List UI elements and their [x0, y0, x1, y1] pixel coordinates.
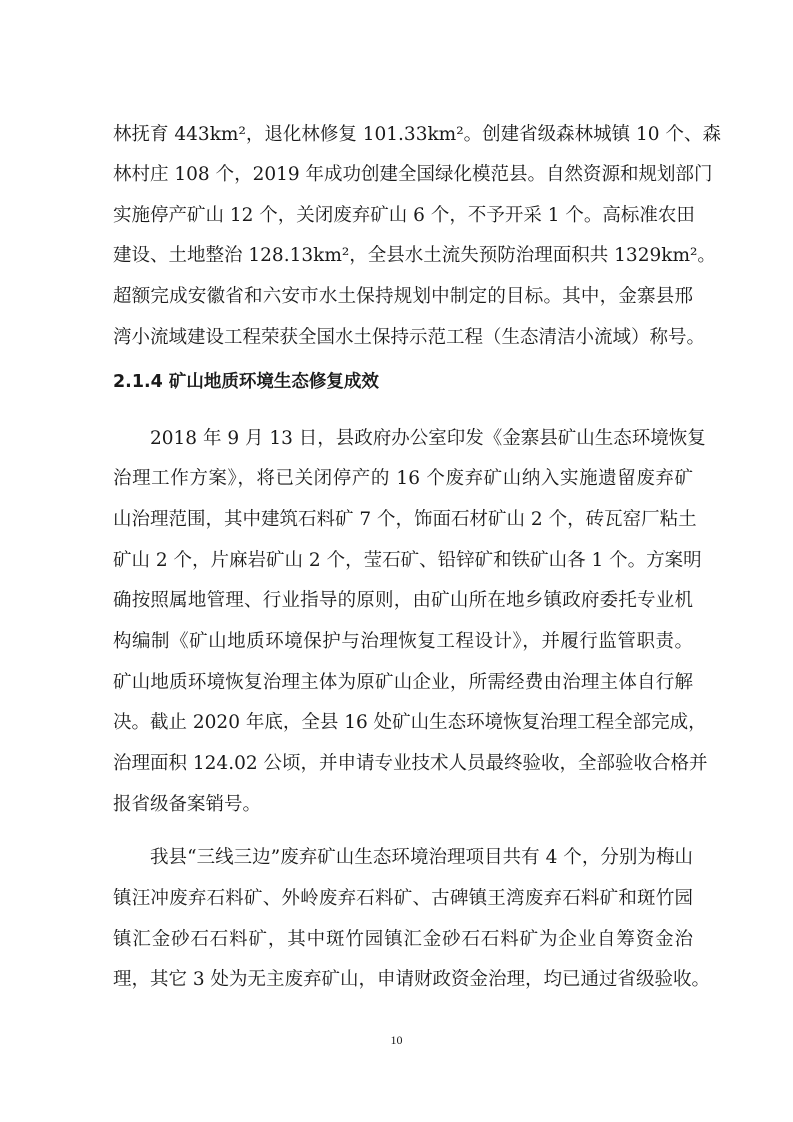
paragraph-line: 2018 年 9 月 13 日，县政府办公室印发《金寨县矿山生态环境恢复	[150, 428, 706, 449]
paragraph-line: 林抚育 443km²，退化林修复 101.33km²。创建省级森林城镇 10 个、森	[113, 124, 721, 145]
paragraph-line: 林村庄 108 个，2019 年成功创建全国绿化模范县。自然资源和规划部门	[113, 164, 713, 185]
paragraph-line: 我县“三线三边”废弃矿山生态环境治理项目共有 4 个，分别为梅山	[150, 847, 693, 868]
paragraph-line: 建设、土地整治 128.13km²，全县水土流失预防治理面积共 1329km²。	[113, 245, 716, 266]
paragraph-line: 治理工作方案》，将已关闭停产的 16 个废弃矿山纳入实施遗留废弃矿	[113, 468, 693, 489]
paragraph-line: 山治理范围，其中建筑石料矿 7 个，饰面石材矿山 2 个，砖瓦窑厂粘土	[113, 509, 697, 530]
paragraph-line: 镇汪冲废弃石料矿、外岭废弃石料矿、古碑镇王湾废弃石料矿和斑竹园	[113, 888, 693, 909]
section-heading: 2.1.4 矿山地质环境生态修复成效	[113, 372, 379, 392]
paragraph-line: 矿山地质环境恢复治理主体为原矿山企业，所需经费由治理主体自行解	[113, 672, 693, 693]
paragraph-line: 构编制《矿山地质环境保护与治理恢复工程设计》，并履行监管职责。	[113, 631, 693, 652]
paragraph-line: 超额完成安徽省和六安市水土保持规划中制定的目标。其中，金寨县邢	[113, 286, 693, 307]
paragraph-line: 报省级备案销号。	[113, 794, 262, 815]
paragraph-line: 矿山 2 个，片麻岩矿山 2 个，莹石矿、铅锌矿和铁矿山各 1 个。方案明	[113, 550, 702, 571]
paragraph-line: 确按照属地管理、行业指导的原则，由矿山所在地乡镇政府委托专业机	[113, 590, 693, 611]
paragraph-line: 理，其它 3 处为无主废弃矿山，申请财政资金治理，均已通过省级验收。	[113, 969, 711, 990]
paragraph-line: 治理面积 124.02 公顷，并申请专业技术人员最终验收，全部验收合格并	[113, 753, 708, 774]
paragraph-line: 决。截止 2020 年底，全县 16 处矿山生态环境恢复治理工程全部完成，	[113, 712, 707, 733]
paragraph-line: 湾小流域建设工程荣获全国水土保持示范工程（生态清洁小流域）称号。	[113, 327, 706, 348]
paragraph-line: 镇汇金砂石石料矿，其中斑竹园镇汇金砂石石料矿为企业自筹资金治	[113, 929, 693, 950]
paragraph-line: 实施停产矿山 12 个，关闭废弃矿山 6 个，不予开采 1 个。高标准农田	[113, 205, 695, 226]
page-number: 10	[390, 1033, 403, 1047]
